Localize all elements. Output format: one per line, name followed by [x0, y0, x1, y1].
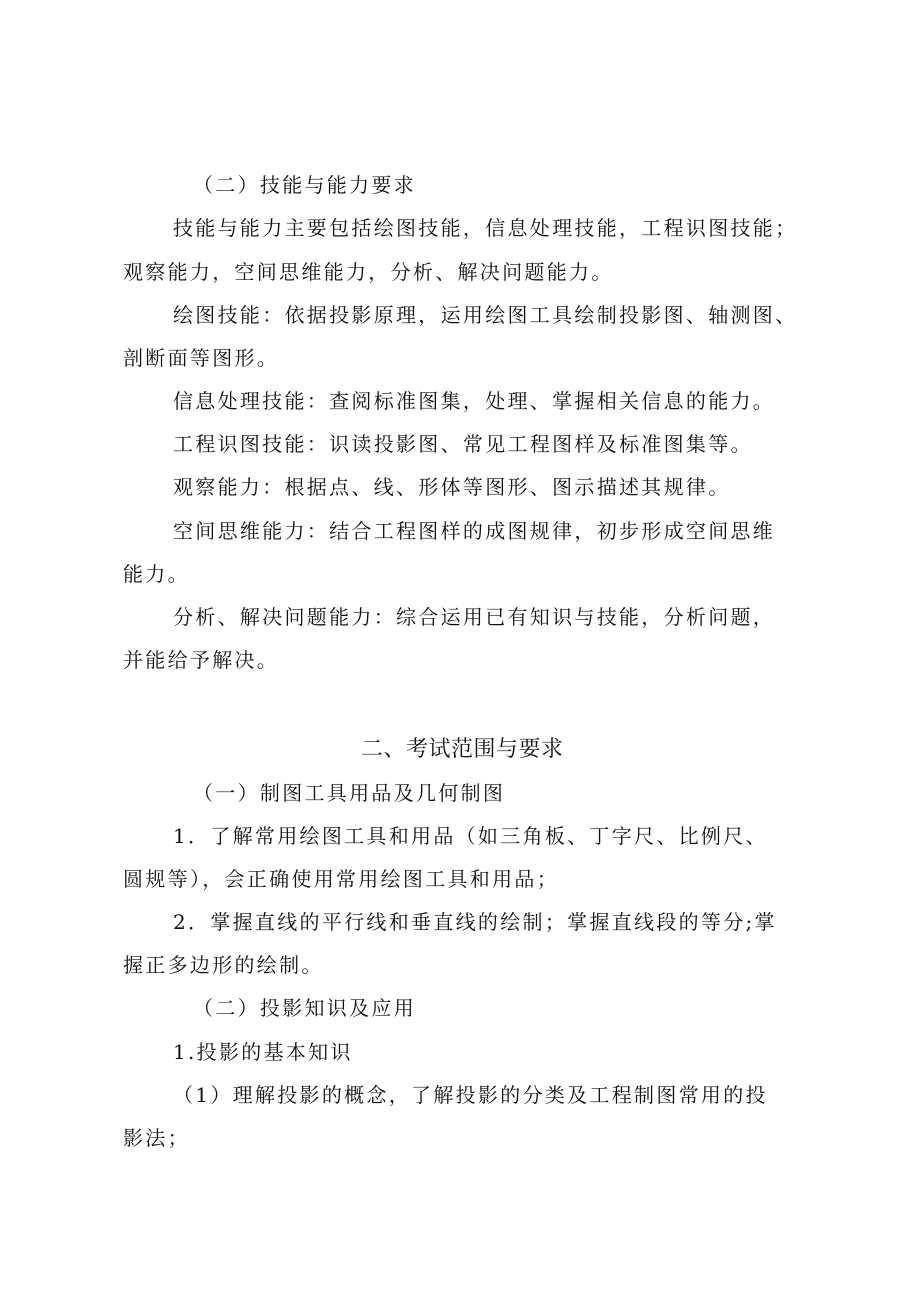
- paragraph-skills-summary-line-2: 观察能力，空间思维能力，分析、解决问题能力。: [123, 260, 614, 284]
- paragraph-problem-solving-line-1: 分析、解决问题能力：综合运用已有知识与技能，分析问题，: [173, 605, 776, 629]
- paragraph-spatial-thinking-line-2: 能力。: [123, 562, 190, 586]
- subheading-skills: （二）技能与能力要求: [193, 173, 416, 197]
- list-item-2-line-2: 握正多边形的绘制。: [123, 953, 324, 977]
- paragraph-observation-ability: 观察能力：根据点、线、形体等图形、图示描述其规律。: [173, 475, 731, 499]
- paragraph-information-skill: 信息处理技能：查阅标准图集，处理、掌握相关信息的能力。: [173, 389, 776, 413]
- subheading-drawing-tools: （一）制图工具用品及几何制图: [193, 781, 506, 805]
- list-item-projection-basics: 1.投影的基本知识: [173, 1040, 353, 1064]
- paragraph-drawing-skill-line-2: 剖断面等图形。: [123, 346, 280, 370]
- list-item-1-line-2: 圆规等），会正确使用常用绘图工具和用品；: [123, 867, 559, 891]
- subheading-projection-knowledge: （二）投影知识及应用: [193, 996, 416, 1020]
- list-item-2-line-1: 2．掌握直线的平行线和垂直线的绘制；掌握直线段的等分;掌: [173, 910, 777, 934]
- paragraph-spatial-thinking-line-1: 空间思维能力：结合工程图样的成图规律，初步形成空间思维: [173, 519, 776, 543]
- paragraph-drawing-skill-line-1: 绘图技能：依据投影原理，运用绘图工具绘制投影图、轴测图、: [173, 303, 798, 327]
- paragraph-reading-skill: 工程识图技能：识读投影图、常见工程图样及标准图集等。: [173, 432, 753, 456]
- paragraph-skills-summary-line-1: 技能与能力主要包括绘图技能，信息处理技能，工程识图技能；: [173, 216, 798, 240]
- list-subitem-1-line-1: （1）理解投影的概念，了解投影的分类及工程制图常用的投: [173, 1083, 768, 1107]
- paragraph-problem-solving-line-2: 并能给予解决。: [123, 648, 280, 672]
- section-heading-exam-scope: 二、考试范围与要求: [361, 737, 564, 762]
- list-subitem-1-line-2: 影法；: [123, 1126, 190, 1150]
- list-item-1-line-1: 1．了解常用绘图工具和用品（如三角板、丁字尺、比例尺、: [173, 824, 768, 848]
